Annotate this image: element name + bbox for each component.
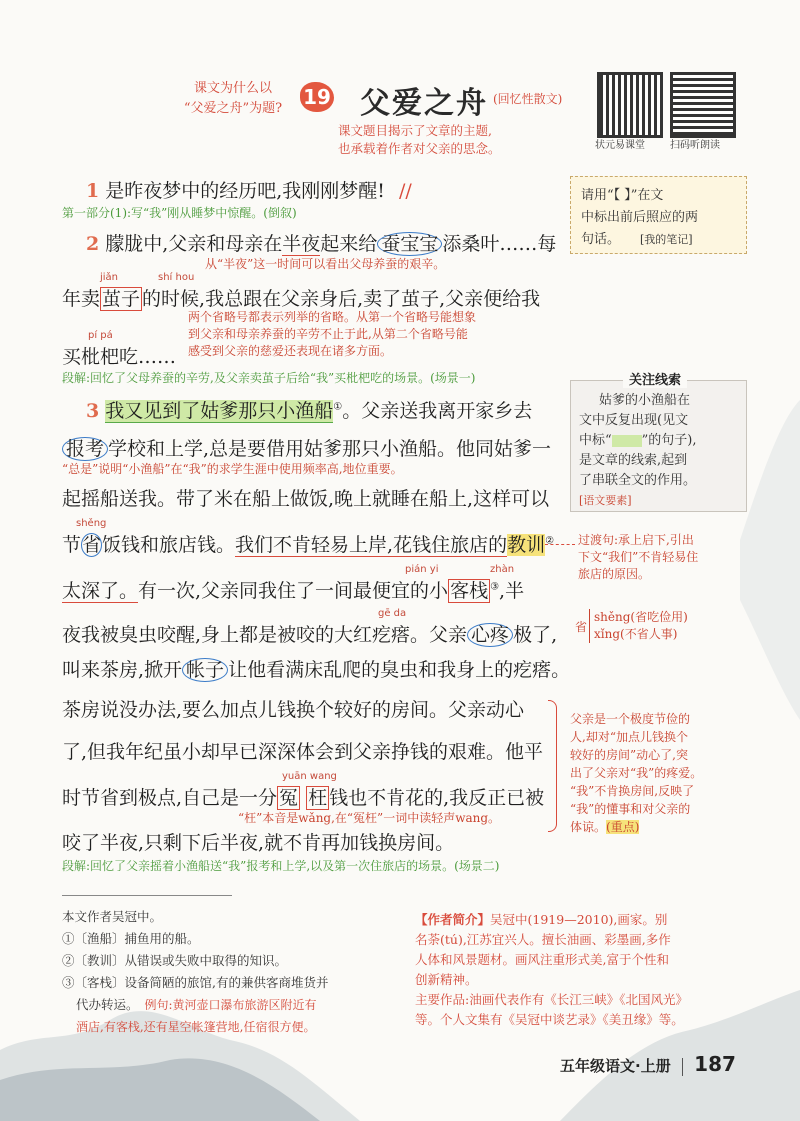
love-analysis-note [570,710,702,836]
title-question [173,79,293,119]
circled-word: 心疼 [467,623,513,647]
underlined-phrase: 半夜 [282,233,321,255]
footnote: ①〔渔船〕捕鱼用的船。 [62,931,200,946]
clue-line: 姑爹的小渔船在 [599,393,691,408]
footnote: ②〔教训〕从错误或失败中取得的知识。 [62,953,288,968]
paragraph-3-line7 [62,655,570,682]
bio-line: 主要作品:油画代表作有《长江三峡》《北国风光》 [415,992,688,1007]
transition-sentence: 我们不肯轻易上岸,花钱住旅店的 [235,534,508,556]
author-bio [415,910,735,1030]
paragraph-number: 2 [86,233,100,255]
footer-divider [682,1058,683,1076]
clue-title: 关注线索 [623,369,687,388]
bracket-line [548,700,557,832]
question-line: “父爱之舟”为题? [183,101,283,116]
paragraph-3-line11: 咬了半夜,只剩下后半夜,就不肯再加钱换房间。 [62,832,455,854]
bio-line: 创新精神。 [415,972,478,987]
bio-line: 人体和风景题材。画风注重形式美,富于个性和 [415,952,669,967]
paragraph-1 [86,176,412,203]
bio-label: 【作者简介】 [415,912,491,927]
paragraph-2-line3: 买枇杷吃…… [62,346,177,368]
qr-code-listen[interactable] [670,72,736,138]
note-line: 父亲是一个极度节俭的 [570,712,691,726]
boxed-word: 客栈 [450,580,489,602]
paragraph-number: 3 [86,400,100,422]
text: 极了, [513,624,558,646]
qr-label-listen: 扫码听朗读 [670,140,720,151]
task-line: 句话。 [581,232,621,247]
text: 饭钱和旅店钱。 [102,534,236,556]
task-box [570,176,747,254]
footnote-marker: ① [333,401,343,413]
clue-box [570,373,747,512]
paragraph-3-line10 [62,783,544,810]
pronunciation-note: “枉”本音是wǎng,在“冤枉”一词中读轻声wang。 [238,811,501,825]
note-line: 人,却对“加点儿钱换个 [570,730,688,744]
paragraph-3-line9: 了,但我年纪虽小却早已深深体会到父亲挣钱的艰难。他平 [62,741,544,763]
circled-word: 帐子 [182,658,228,682]
text: 时节省到极点,自己是一分 [62,787,278,809]
boxed-word: 茧子 [102,288,141,310]
paragraph-summary: 段解:回忆了父亲摇着小渔船送“我”报考和上学,以及第一次住旅店的场景。(场景二) [62,859,500,873]
note-line: 出了父亲对“我”的疼爱。 [570,766,703,780]
polyphone-char: 省 [575,620,588,634]
note-line: 下文“我们”不肯轻易住 [578,550,699,564]
text: ,半 [499,580,525,602]
lesson-title: 父爱之舟 [360,86,488,121]
note-line: 课文题目揭示了文章的主题, [338,123,492,138]
highlighted-word: 教训 [507,534,546,556]
paragraph-3-line6 [62,620,557,647]
task-line: 请用“【 】”在文 [581,188,664,203]
paragraph-3-line1 [86,396,532,423]
text: 朦胧中,父亲和母亲在 [105,233,283,255]
note-line: 旅店的原因。 [578,567,651,581]
example-sentence: 例句:黄河壶口瀑布旅游区附近有 [144,998,317,1012]
text: 学校和上学,总是要借用姑爹那只小渔船。他同姑爹一 [108,438,552,460]
clue-line: 文中反复出现(见文 [579,413,689,428]
bio-line: 等。个人文集有《吴冠中谈艺录》《美丑缘》等。 [415,1012,684,1027]
margin-note: 从“半夜”这一时间可以看出父母养蚕的艰辛。 [205,257,446,271]
text: 起来给 [320,233,378,255]
clue-line: 是文章的线索,起到 [579,453,688,468]
lesson-number: 19 [303,85,331,109]
text: 有一次,父亲同我住了一间最便宜的小 [138,580,449,602]
clue-line: 了串联全文的作用。 [579,473,697,488]
task-line: 中标出前后照应的两 [581,210,699,225]
pinyin: shí hou [158,272,195,283]
genre-tag: (回忆性散文) [493,92,563,106]
circled-word: 省 [82,534,102,556]
note-line: 过渡句:承上启下,引出 [578,533,694,547]
boxed-char: 冤 [279,787,299,809]
text: 让他看满床乱爬的臭虫和我身上的疙瘩。 [228,659,571,681]
footnotes [62,906,328,1038]
note-line: 体谅。 [570,820,607,834]
note-line: 较好的房间”动心了,突 [570,748,688,762]
transition-arrow [545,534,575,545]
pinyin: jiǎn [100,272,119,283]
note-line: 感受到父亲的慈爱还表现在诸多方面。 [188,344,393,358]
bio-line: 名荼(tú),江苏宜兴人。擅长油画、彩墨画,多作 [415,932,671,947]
note-line: 也承载着作者对父亲的思念。 [338,141,501,156]
paragraph-text: 是昨夜梦中的经历吧,我刚刚梦醒! [105,180,385,202]
book-name: 五年级语文·上册 [560,1057,671,1075]
transition-note [578,532,698,583]
notes-tag: [我的笔记] [640,233,693,246]
example-sentence: 酒店,有客栈,还有星空帐篷营地,任宿很方便。 [76,1020,316,1034]
page-footer [560,1052,736,1076]
element-tag: [语文要素] [579,494,632,507]
ellipsis-note [188,309,476,360]
footnote-marker: ③ [490,581,500,593]
polyphone-reading: shěng(省吃俭用) [594,610,688,624]
clue-sentence: 我又见到了姑爹那只小渔船 [105,400,334,422]
author-line: 本文作者吴冠中。 [62,909,163,924]
qr-code-classroom[interactable] [597,72,663,138]
pinyin: gē da [378,608,407,619]
green-swatch [612,435,642,447]
section-note: 第一部分(1):写“我”刚从睡梦中惊醒。(倒叙) [62,206,297,220]
paragraph-2-line2 [62,284,540,311]
paragraph-3-line2 [62,434,551,461]
pinyin: yuān wang [282,771,337,782]
footnote: ③〔客栈〕设备简陋的旅馆,有的兼供客商堆货并 [62,975,329,990]
key-badge: (重点) [606,820,640,834]
text: 叫来茶房,掀开 [62,659,183,681]
paragraph-3-line4 [62,530,554,557]
pinyin: shěng [76,518,107,529]
text: 的时候,我总跟在父亲身后,卖了茧子,父亲便给我 [142,288,541,310]
circled-word: 报考 [62,437,108,461]
note-line: 两个省略号都表示列举的省略。从第一个省略号能想象 [188,310,477,324]
paragraph-summary: 段解:回忆了父母养蚕的辛劳,及父亲卖茧子后给“我”买枇杷吃的场景。(场景一) [62,371,476,385]
text: 添桑叶……每 [442,233,557,255]
page-number: 187 [694,1052,736,1076]
pinyin: zhàn [490,564,515,575]
note-line: “我”不肯换房间,反映了 [570,784,695,798]
paragraph-3-line3: 起摇船送我。带了米在船上做饭,晚上就睡在船上,这样可以 [62,488,550,510]
note-line: 到父亲和母亲养蚕的辛劳不止于此,从第二个省略号能 [188,327,468,341]
footnote: 代办转运。 [76,997,139,1012]
pinyin: pián yi [405,564,439,575]
text: 节 [62,534,82,556]
paragraph-2-line1 [86,229,556,256]
footnote-divider [62,895,232,896]
qr-label-classroom: 状元易课堂 [595,140,645,151]
margin-note: “总是”说明“小渔船”在“我”的求学生涯中使用频率高,地位重要。 [62,462,403,476]
note-line: “我”的懂事和对父亲的 [570,802,691,816]
paragraph-3-line5 [62,576,524,603]
text: 年卖 [62,288,101,310]
text: 夜我被臭虫咬醒,身上都是被咬的大红疙瘩。父亲 [62,624,468,646]
clue-line: ”的句子), [641,433,697,448]
bio-line: 吴冠中(1919—2010),画家。别 [490,912,668,927]
paragraph-3-line8: 茶房说没办法,要么加点儿钱换个较好的房间。父亲动心 [62,699,525,721]
question-line: 课文为什么以 [193,81,272,96]
lesson-number-badge [300,82,334,112]
clue-line: 中标“ [579,433,612,448]
polyphone-reading: xǐng(不省人事) [594,627,678,641]
footnote-marker: ② [545,535,555,547]
transition-sentence-end: 太深了。 [62,580,139,602]
section-mark: // [398,180,412,202]
paragraph-number: 1 [86,180,100,202]
pinyin: pí pá [88,330,113,341]
circled-word: 蚕宝宝 [377,232,442,256]
title-note [338,122,501,158]
text: 。父亲送我离开家乡去 [342,400,533,422]
text: 钱也不肯花的,我反正已被 [329,787,545,809]
boxed-char: 枉 [308,787,328,809]
